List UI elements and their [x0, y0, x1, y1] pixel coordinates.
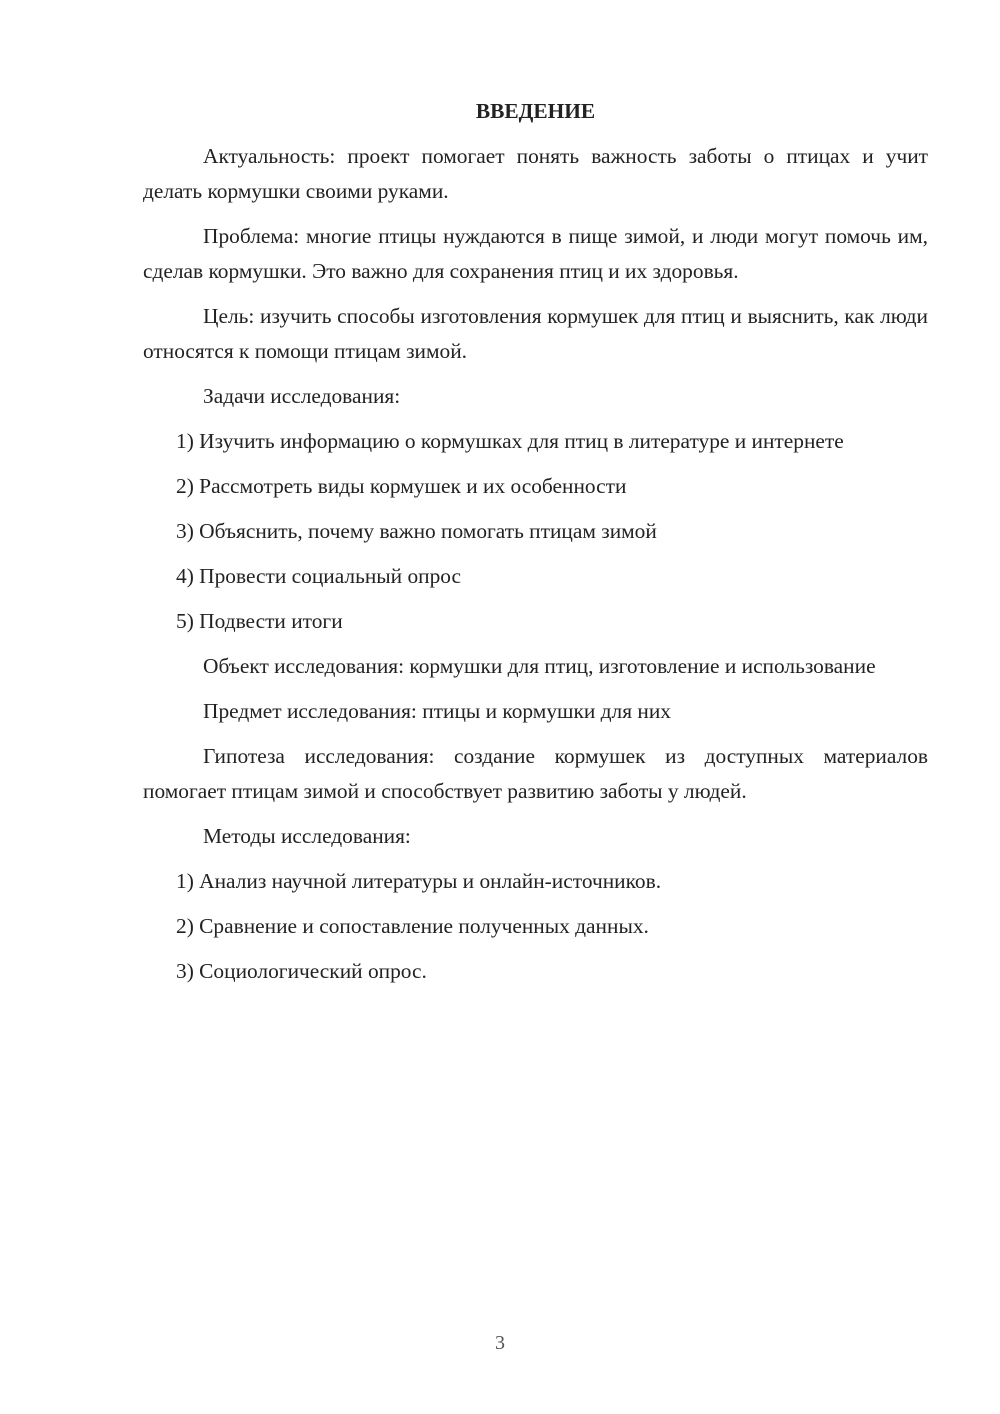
page-number: 3 [495, 1332, 505, 1354]
tasks-heading: Задачи исследования: [203, 384, 401, 408]
problem-paragraph: Проблема: многие птицы нуждаются в пище зимой, и люди могут помочь им, сделав кормушки. Это важно для сохранения птиц и их здоровья. [143, 224, 928, 283]
method-item-3: 3) Социологический опрос. [176, 959, 427, 983]
method-item-1: 1) Анализ научной литературы и онлайн-источников. [176, 869, 662, 893]
task-item-2: 2) Рассмотреть виды кормушек и их особенности [176, 474, 627, 498]
subject-paragraph: Предмет исследования: птицы и кормушки для них [203, 699, 672, 723]
page-title: ВВЕДЕНИЕ [475, 99, 596, 123]
hypothesis-paragraph: Гипотеза исследования: создание кормушек из доступных материалов помогает птицам зимой и способствует развитию заботы у людей. [143, 744, 928, 803]
task-item-5: 5) Подвести итоги [176, 609, 343, 633]
task-item-1: 1) Изучить информацию о кормушках для птиц в литературе и интернете [176, 429, 844, 453]
methods-heading: Методы исследования: [203, 824, 411, 848]
relevance-paragraph: Актуальность: проект помогает понять важность заботы о птицах и учит делать кормушки своими руками. [143, 144, 928, 203]
method-item-2: 2) Сравнение и сопоставление полученных данных. [176, 914, 649, 938]
object-paragraph: Объект исследования: кормушки для птиц, изготовление и использование [203, 654, 876, 678]
task-item-3: 3) Объяснить, почему важно помогать птицам зимой [176, 519, 657, 543]
task-item-4: 4) Провести социальный опрос [176, 564, 462, 588]
document-page [143, 94, 928, 999]
goal-paragraph: Цель: изучить способы изготовления кормушек для птиц и выяснить, как люди относятся к помощи птицам зимой. [143, 304, 928, 363]
